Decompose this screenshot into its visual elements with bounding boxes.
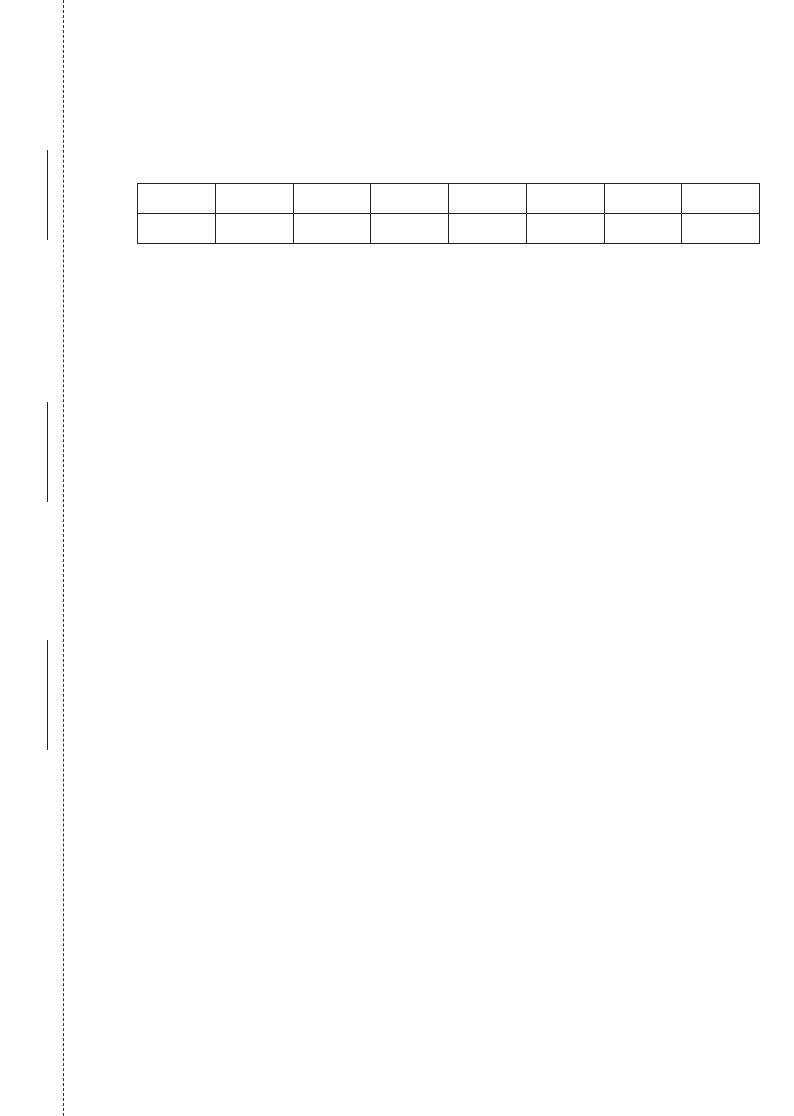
score-cell [293, 214, 371, 244]
name-blank-line [47, 150, 48, 240]
binding-dashed-line [63, 0, 64, 1116]
score-header-row [138, 184, 760, 214]
score-header-cell [526, 184, 604, 214]
score-cell [526, 214, 604, 244]
score-cell [604, 214, 682, 244]
score-header-cell [293, 184, 371, 214]
score-cell [682, 214, 760, 244]
score-header-cell [449, 184, 527, 214]
score-cell [449, 214, 527, 244]
score-table [137, 183, 760, 244]
score-header-cell [371, 184, 449, 214]
school-blank-line [47, 640, 48, 750]
score-row-label [138, 214, 216, 244]
class-blank-line [47, 402, 48, 502]
score-header-cell [604, 184, 682, 214]
exam-meta [568, 158, 596, 174]
question-1-1 [139, 319, 169, 334]
score-cell [371, 214, 449, 244]
score-header-cell [138, 184, 216, 214]
score-header-cell [682, 184, 760, 214]
score-value-row [138, 214, 760, 244]
score-cell [215, 214, 293, 244]
score-header-cell [215, 184, 293, 214]
